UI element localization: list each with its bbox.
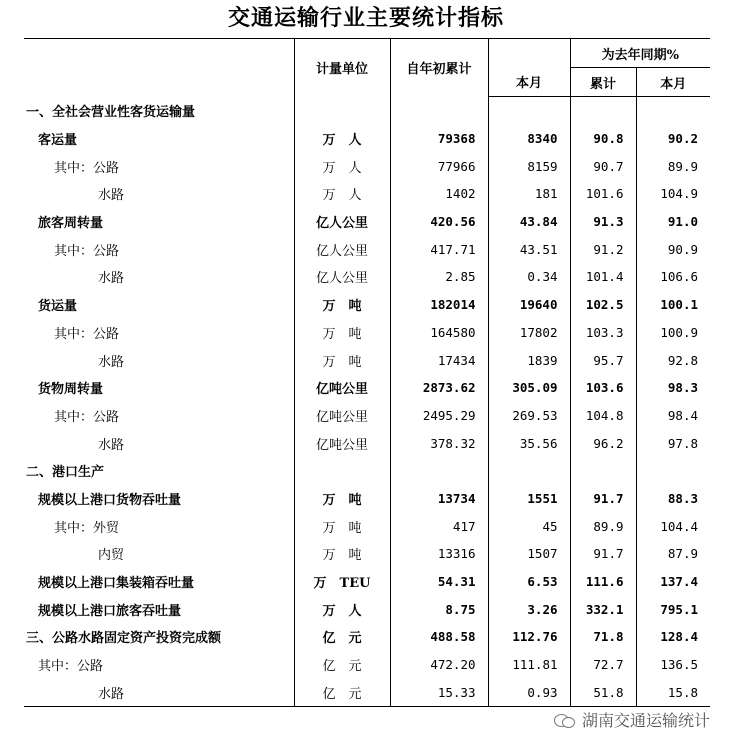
row-yoy-month: 91.0 — [636, 208, 710, 236]
row-yoy-month: 89.9 — [636, 152, 710, 180]
row-unit — [294, 457, 390, 485]
row-yoy-month: 104.9 — [636, 180, 710, 208]
header-unit: 计量单位 — [294, 39, 390, 97]
row-name: 规模以上港口集装箱吞吐量 — [38, 576, 195, 592]
row-unit: 亿人公里 — [294, 208, 390, 236]
row-month: 305.09 — [488, 374, 570, 402]
row-ytd: 13734 — [390, 485, 488, 513]
row-yoy-cumulative: 89.9 — [570, 512, 636, 540]
row-ytd: 15.33 — [390, 678, 488, 706]
row-month: 111.81 — [488, 651, 570, 679]
row-yoy-cumulative: 103.6 — [570, 374, 636, 402]
row-name: 其中：公路 — [38, 659, 104, 675]
table-row — [24, 595, 710, 623]
row-yoy-cumulative: 91.3 — [570, 208, 636, 236]
row-month: 269.53 — [488, 402, 570, 430]
row-unit: 万 吨 — [294, 540, 390, 568]
row-name: 规模以上港口货物吞吐量 — [38, 492, 182, 508]
page-title: 交通运输行业主要统计指标 — [227, 5, 504, 31]
row-yoy-cumulative: 101.4 — [570, 263, 636, 291]
row-unit: 万 吨 — [294, 485, 390, 513]
row-month — [488, 97, 570, 125]
row-yoy-month: 128.4 — [636, 623, 710, 651]
row-month: 35.56 — [488, 429, 570, 457]
row-month: 45 — [488, 512, 570, 540]
row-unit: 亿吨公里 — [294, 374, 390, 402]
row-name: 其中：公路 — [54, 409, 120, 425]
row-unit: 亿 元 — [294, 623, 390, 651]
row-yoy-month: 98.3 — [636, 374, 710, 402]
row-name: 货物周转量 — [38, 382, 104, 398]
row-yoy-cumulative: 103.3 — [570, 319, 636, 347]
row-month: 8340 — [488, 125, 570, 153]
row-unit: 万 吨 — [294, 291, 390, 319]
row-yoy-month: 100.9 — [636, 319, 710, 347]
row-unit: 万 吨 — [294, 346, 390, 374]
table-row — [24, 678, 710, 706]
row-yoy-month: 136.5 — [636, 651, 710, 679]
table-row — [24, 208, 710, 236]
row-yoy-month: 92.8 — [636, 346, 710, 374]
row-unit: 亿人公里 — [294, 263, 390, 291]
row-month: 1551 — [488, 485, 570, 513]
row-ytd — [390, 97, 488, 125]
row-name: 水路 — [98, 271, 125, 287]
row-name: 其中：公路 — [54, 160, 120, 176]
table-row — [24, 152, 710, 180]
row-ytd: 8.75 — [390, 595, 488, 623]
row-ytd: 79368 — [390, 125, 488, 153]
row-yoy-cumulative: 102.5 — [570, 291, 636, 319]
row-yoy-month: 98.4 — [636, 402, 710, 430]
row-name: 其中：外贸 — [54, 520, 120, 536]
row-ytd: 2873.62 — [390, 374, 488, 402]
row-ytd: 420.56 — [390, 208, 488, 236]
header-ytd: 自年初累计 — [390, 39, 488, 97]
table-row — [24, 374, 710, 402]
row-name: 一、全社会营业性客货运输量 — [26, 105, 196, 121]
statistics-table — [24, 38, 710, 707]
row-name: 水路 — [98, 188, 125, 204]
wechat-icon — [554, 711, 576, 729]
table-row — [24, 457, 710, 485]
row-name: 旅客周转量 — [38, 216, 104, 232]
table-row — [24, 540, 710, 568]
row-name: 其中：公路 — [54, 326, 120, 342]
row-unit — [294, 97, 390, 125]
row-name: 三、公路水路固定资产投资完成额 — [26, 631, 222, 647]
row-yoy-month: 795.1 — [636, 595, 710, 623]
row-month: 19640 — [488, 291, 570, 319]
row-yoy-month — [636, 97, 710, 125]
row-month — [488, 457, 570, 485]
table-row — [24, 512, 710, 540]
row-name: 水路 — [98, 354, 125, 370]
row-unit: 万 人 — [294, 125, 390, 153]
row-unit: 万 人 — [294, 152, 390, 180]
table-row — [24, 429, 710, 457]
row-yoy-cumulative: 332.1 — [570, 595, 636, 623]
row-yoy-cumulative: 91.2 — [570, 235, 636, 263]
table-row — [24, 180, 710, 208]
row-yoy-month: 90.2 — [636, 125, 710, 153]
row-yoy-month: 90.9 — [636, 235, 710, 263]
header-yoy-month: 本月 — [636, 68, 710, 97]
watermark — [554, 708, 710, 731]
row-unit: 亿 元 — [294, 651, 390, 679]
row-ytd: 13316 — [390, 540, 488, 568]
table-row — [24, 235, 710, 263]
row-yoy-month: 87.9 — [636, 540, 710, 568]
row-name: 二、港口生产 — [26, 465, 105, 481]
row-yoy-month: 15.8 — [636, 678, 710, 706]
row-name: 水路 — [98, 437, 125, 453]
row-unit: 万 吨 — [294, 512, 390, 540]
row-yoy-cumulative: 91.7 — [570, 540, 636, 568]
row-unit: 亿 元 — [294, 678, 390, 706]
header-indicator — [24, 39, 294, 97]
row-name: 规模以上港口旅客吞吐量 — [38, 603, 182, 619]
row-yoy-cumulative — [570, 97, 636, 125]
header-blank — [488, 39, 570, 68]
row-name: 其中：公路 — [54, 243, 120, 259]
row-ytd: 17434 — [390, 346, 488, 374]
row-unit: 万 吨 — [294, 319, 390, 347]
row-month: 6.53 — [488, 568, 570, 596]
row-yoy-cumulative: 111.6 — [570, 568, 636, 596]
row-month: 0.34 — [488, 263, 570, 291]
table-row — [24, 485, 710, 513]
row-name: 水路 — [24, 678, 294, 706]
table-row — [24, 291, 710, 319]
row-yoy-cumulative: 51.8 — [570, 678, 636, 706]
row-yoy-month: 97.8 — [636, 429, 710, 457]
row-ytd: 488.58 — [390, 623, 488, 651]
row-ytd: 77966 — [390, 152, 488, 180]
table-row — [24, 568, 710, 596]
row-yoy-cumulative: 72.7 — [570, 651, 636, 679]
table-row — [24, 402, 710, 430]
row-name: 货运量 — [38, 299, 78, 315]
row-yoy-cumulative: 91.7 — [570, 485, 636, 513]
table-row — [24, 263, 710, 291]
row-yoy-cumulative: 96.2 — [570, 429, 636, 457]
row-yoy-month: 100.1 — [636, 291, 710, 319]
table-header — [24, 39, 710, 97]
row-unit: 亿人公里 — [294, 235, 390, 263]
row-unit: 亿吨公里 — [294, 429, 390, 457]
row-yoy-month: 88.3 — [636, 485, 710, 513]
row-month: 17802 — [488, 319, 570, 347]
row-yoy-month: 104.4 — [636, 512, 710, 540]
row-yoy-cumulative: 90.8 — [570, 125, 636, 153]
row-ytd: 182014 — [390, 291, 488, 319]
row-yoy-month: 106.6 — [636, 263, 710, 291]
row-ytd: 164580 — [390, 319, 488, 347]
row-month: 181 — [488, 180, 570, 208]
row-unit: 万 人 — [294, 595, 390, 623]
row-name: 客运量 — [38, 133, 78, 149]
row-month: 1507 — [488, 540, 570, 568]
table-row — [24, 125, 710, 153]
row-ytd: 417 — [390, 512, 488, 540]
row-yoy-cumulative — [570, 457, 636, 485]
header-yoy-cumulative: 累计 — [570, 68, 636, 97]
row-yoy-cumulative: 101.6 — [570, 180, 636, 208]
table-row — [24, 651, 710, 679]
row-month: 43.84 — [488, 208, 570, 236]
row-ytd: 2495.29 — [390, 402, 488, 430]
row-ytd: 2.85 — [390, 263, 488, 291]
table-row — [24, 623, 710, 651]
row-month: 8159 — [488, 152, 570, 180]
row-month: 112.76 — [488, 623, 570, 651]
row-ytd — [390, 457, 488, 485]
row-unit: 万 TEU — [294, 568, 390, 596]
header-month: 本月 — [488, 68, 570, 97]
row-yoy-cumulative: 95.7 — [570, 346, 636, 374]
row-ytd: 54.31 — [390, 568, 488, 596]
watermark-text: 湖南交通运输统计 — [581, 711, 710, 730]
table-row — [24, 346, 710, 374]
row-yoy-month — [636, 457, 710, 485]
row-month: 3.26 — [488, 595, 570, 623]
row-ytd: 378.32 — [390, 429, 488, 457]
row-month: 43.51 — [488, 235, 570, 263]
row-month: 0.93 — [488, 678, 570, 706]
table-body — [24, 97, 710, 707]
row-yoy-cumulative: 71.8 — [570, 623, 636, 651]
row-unit: 亿吨公里 — [294, 402, 390, 430]
row-yoy-month: 137.4 — [636, 568, 710, 596]
table-row — [24, 97, 710, 125]
row-ytd: 472.20 — [390, 651, 488, 679]
header-yoy-group: 为去年同期% — [570, 39, 710, 68]
row-name: 内贸 — [98, 548, 125, 564]
row-ytd: 1402 — [390, 180, 488, 208]
row-yoy-cumulative: 90.7 — [570, 152, 636, 180]
row-ytd: 417.71 — [390, 235, 488, 263]
table-row — [24, 319, 710, 347]
row-month: 1839 — [488, 346, 570, 374]
row-yoy-cumulative: 104.8 — [570, 402, 636, 430]
row-unit: 万 人 — [294, 180, 390, 208]
